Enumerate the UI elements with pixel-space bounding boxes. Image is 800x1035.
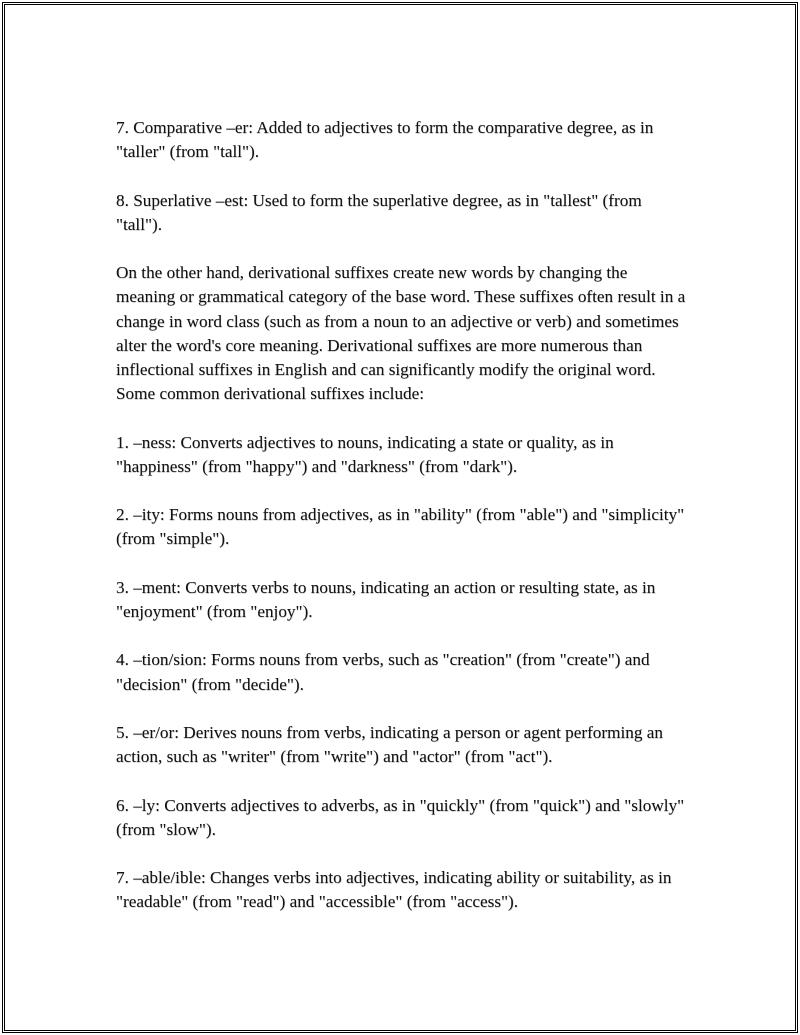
tion-sion-suffix-item: 4. –tion/sion: Forms nouns from verbs, such as "creation" (from "create") and "decision" (from "decide").	[116, 650, 650, 694]
superlative-suffix-item: 8. Superlative –est: Used to form the superlative degree, as in "tallest" (from "tall").	[116, 190, 642, 234]
ment-suffix-item: 3. –ment: Converts verbs to nouns, indicating an action or resulting state, as in "enjoyment" (from "enjoy").	[116, 577, 656, 621]
ly-suffix-item: 6. –ly: Converts adjectives to adverbs, as in "quickly" (from "quick") and "slowly" (from "slow").	[116, 795, 685, 839]
document-body	[116, 116, 688, 939]
ness-suffix-item: 1. –ness: Converts adjectives to nouns, indicating a state or quality, as in "happiness" (from "happy") and "darkness" (from "dark").	[116, 432, 614, 476]
er-or-suffix-item: 5. –er/or: Derives nouns from verbs, indicating a person or agent performing an action, such as "writer" (from "write") and "actor" (from "act").	[116, 722, 663, 767]
able-ible-suffix-item: 7. –able/ible: Changes verbs into adjectives, indicating ability or suitability, as in "readable" (from "read") and "accessible" (from "access").	[116, 868, 672, 912]
ity-suffix-item: 2. –ity: Forms nouns from adjectives, as in "ability" (from "able") and "simplicity" (from "simple").	[116, 505, 685, 549]
derivational-intro-paragraph: On the other hand, derivational suffixes create new words by changing the meaning or grammatical category of the base word. These suffixes often result in a change in word class (such as from a noun to an adjective or verb) and sometimes alter the word's core meaning. Derivational suffixes are more numerous than inflectional suffixes in English and can significantly modify the original word. Some common derivational suffixes include:	[116, 263, 686, 404]
comparative-suffix-item: 7. Comparative –er: Added to adjectives to form the comparative degree, as in "taller" (from "tall").	[116, 118, 654, 162]
